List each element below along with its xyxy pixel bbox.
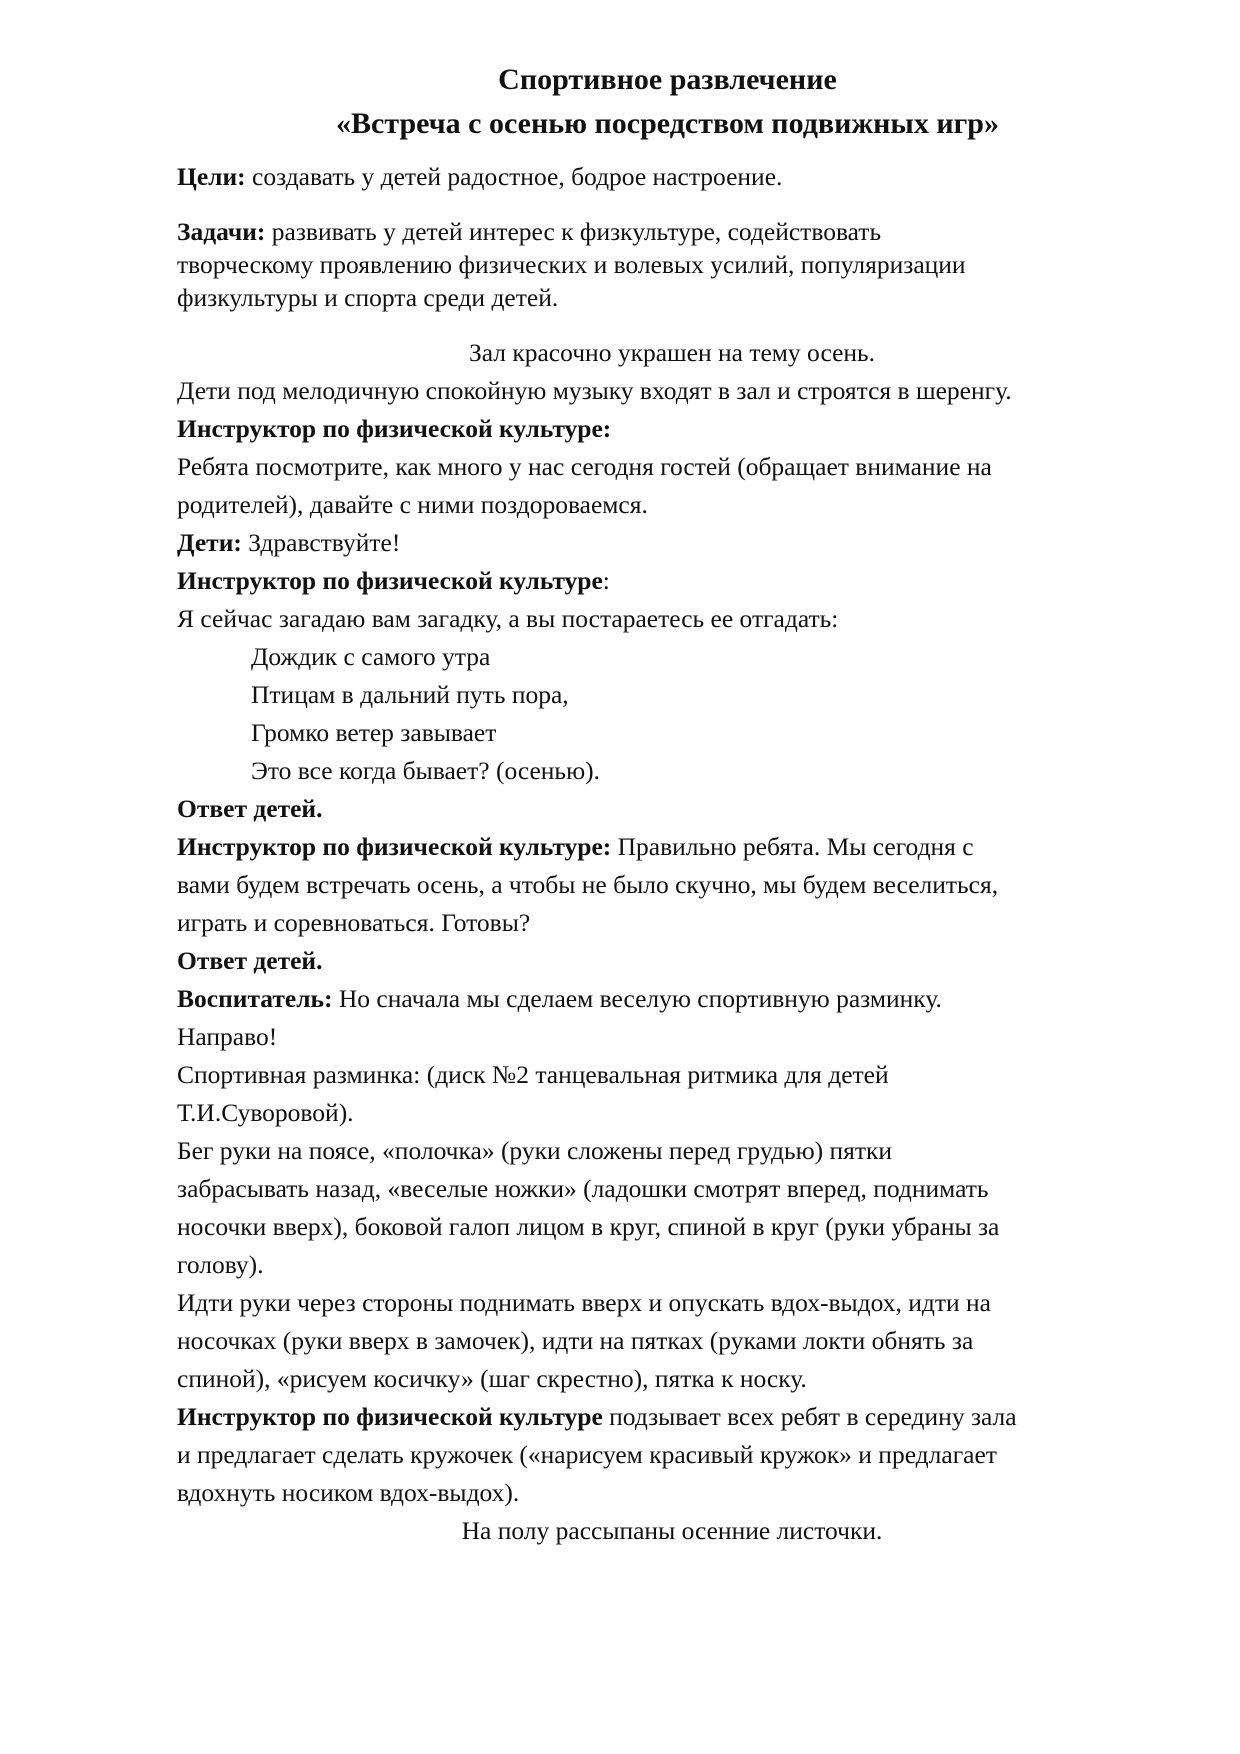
speech-line: вдохнуть носиком вдох-выдох). (177, 1478, 520, 1507)
tasks-line: физкультуры и спорта среди детей. (177, 283, 559, 312)
page-title: Спортивное развлечение (498, 63, 837, 96)
stage-direction: Зал красочно украшен на тему осень. (468, 338, 876, 367)
answer-label: Ответ детей. (177, 946, 323, 975)
tasks-line: развивать у детей интерес к физкультуре, содействовать (265, 217, 882, 246)
speaker-label: Инструктор по физической культуре: (177, 832, 612, 861)
stage-direction: Дети под мелодичную спокойную музыку входят в зал и строятся в шеренгу. (177, 376, 1012, 405)
scenario (177, 334, 1167, 1550)
speaker-label: Воспитатель: (177, 984, 333, 1013)
exercise-line: носочках (руки вверх в замочек), идти на пятках (руками локти обнять за (177, 1326, 974, 1355)
riddle-line: Птицам в дальний путь пора, (251, 680, 569, 709)
speech-line: Инструктор по физической культуре: Правильно ребята. Мы сегодня с (177, 832, 974, 861)
riddle-line: Громко ветер завывает (251, 718, 497, 747)
exercise-line: Идти руки через стороны поднимать вверх и опускать вдох-выдох, идти на (177, 1288, 991, 1317)
exercise-line: носочки вверх), боковой галоп лицом в круг, спиной в круг (руки убраны за (177, 1212, 1000, 1241)
exercise-line: забрасывать назад, «веселые ножки» (ладошки смотрят вперед, поднимать (177, 1174, 989, 1203)
exercise-line: голову). (177, 1250, 264, 1279)
speech-line: играть и соревноваться. Готовы? (177, 908, 531, 937)
speaker-label: Инструктор по физической культуре: (177, 566, 610, 595)
tasks-line: творческому проявлению физических и волевых усилий, популяризации (177, 250, 966, 279)
speech-line: Воспитатель: Но сначала мы сделаем веселую спортивную разминку. (177, 984, 942, 1013)
riddle-line: Это все когда бывает? (осенью). (251, 756, 600, 785)
goals-label: Цели: (177, 162, 246, 191)
answer-label: Ответ детей. (177, 794, 323, 823)
speech-line: родителей), давайте с ними поздороваемся. (177, 490, 648, 519)
stage-direction: На полу рассыпаны осенние листочки. (461, 1516, 883, 1545)
riddle-line: Дождик с самого утра (251, 642, 491, 671)
speaker-label: Инструктор по физической культуре: (177, 414, 612, 443)
speech-line: вами будем встречать осень, а чтобы не было скучно, мы будем веселиться, (177, 870, 999, 899)
speech-line: и предлагает сделать кружочек («нарисуем красивый кружок» и предлагает (177, 1440, 997, 1469)
speaker-label: Дети: (177, 528, 242, 557)
goals-paragraph (177, 160, 1167, 193)
tasks-label: Задачи: (177, 217, 266, 246)
speaker-label: Инструктор по физической культуре (177, 1402, 603, 1431)
speech-line: Я сейчас загадаю вам загадку, а вы постараетесь ее отгадать: (177, 604, 839, 633)
document-body (177, 160, 1167, 1550)
tasks-paragraph (177, 215, 1167, 314)
warmup-line: Т.И.Суворовой). (177, 1098, 354, 1127)
exercise-line: спиной), «рисуем косичку» (шаг скрестно), пятка к носку. (177, 1364, 807, 1393)
exercise-line: Бег руки на поясе, «полочка» (руки сложены перед грудью) пятки (177, 1136, 893, 1165)
goals-text: создавать у детей радостное, бодрое настроение. (245, 162, 783, 191)
speech-line: Инструктор по физической культуре подзывает всех ребят в середину зала (177, 1402, 1017, 1431)
speech-line: Направо! (177, 1022, 278, 1051)
warmup-line: Спортивная разминка: (диск №2 танцевальная ритмика для детей (177, 1060, 889, 1089)
page-subtitle: «Встреча с осенью посредством подвижных игр» (336, 107, 999, 140)
speech-line: Ребята посмотрите, как много у нас сегодня гостей (обращает внимание на (177, 452, 992, 481)
children-reply: Дети: Здравствуйте! (177, 528, 401, 557)
